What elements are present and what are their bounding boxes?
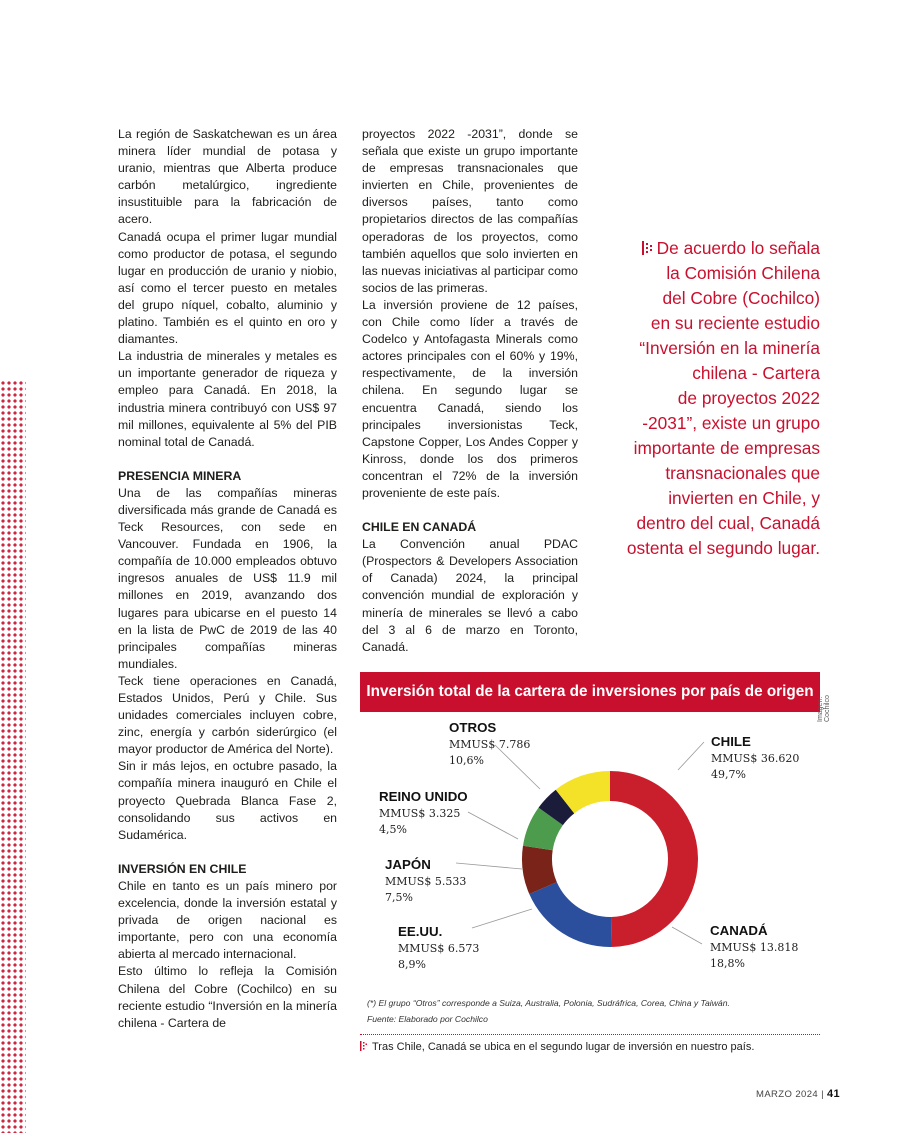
slice-value: 6.573 (447, 942, 480, 955)
label-eeuu (398, 923, 479, 973)
paragraph: Sin ir más lejos, en octubre pasado, la compañía minera inauguró en Chile el proyecto Quebrada Blanca Fase 2, consolidando sus activos en Sudamérica. (118, 759, 337, 842)
unit: MMUS$ (711, 752, 758, 765)
slice-name: CANADÁ (710, 923, 768, 938)
slice-name: CHILE (711, 734, 751, 749)
slice-percent: 8,9% (398, 958, 426, 971)
label-otros (449, 719, 530, 769)
slice-percent: 4,5% (379, 823, 407, 836)
pull-quote-line: invierten en Chile, y (668, 488, 820, 508)
pull-quote-line: transnacionales que (665, 463, 820, 483)
source: Fuente: Elaborado por Cochilco (367, 1014, 488, 1024)
footnote: (*) El grupo “Otros” corresponde a Suiza, Australia, Polonia, Sudráfrica, Corea, China y Taiwán. (367, 998, 730, 1008)
paragraph: Chile en tanto es un país minero por excelencia, donde la inversión estatal y privada de origen nacional es importante, pero con una economía abierta al mercado internacional. (118, 878, 337, 962)
slice-name: OTROS (449, 720, 497, 735)
pull-quote-line: De acuerdo lo señala (656, 238, 820, 258)
halftone-decoration (0, 380, 26, 1133)
label-japon (385, 856, 466, 906)
slice-value: 5.533 (434, 875, 467, 888)
article-column-2 (362, 126, 578, 656)
paragraph: proyectos 2022 -2031”, donde se señala que existe un grupo importante de empresas transnacionales que invierten en Chile, provenientes de diversos países, tanto como propietarios directos de las compañías operadoras de los proyectos, como también aquellos que solo invierten en las nuevas iniciativas al participar como socios de las primeras. (362, 127, 578, 295)
slice-value: 7.786 (498, 738, 531, 751)
paragraph: La inversión proviene de 12 países, con Chile como líder a través de Codelco y Antofagasta Minerals como actores principales con el 60% y 19%, respectivamente, de la inversión chilena. En segundo lugar se encuentra Canadá, siendo los principales inversionistas Teck, Capstone Copper, Los Andes Copper y Kinross, donde los dos primeros concentran el 72% de la inversión proveniente de este país. (362, 297, 578, 500)
section-heading: PRESENCIA MINERA (118, 468, 242, 483)
slice-name: JAPÓN (385, 857, 431, 872)
slice-value: 36.620 (760, 752, 800, 765)
section-heading: CHILE EN CANADÁ (362, 520, 477, 535)
slice-percent: 7,5% (385, 891, 413, 904)
slice-percent: 10,6% (449, 754, 484, 767)
pull-quote-line: “Inversión en la minería (639, 338, 820, 358)
pull-quote (612, 236, 820, 561)
paragraph: La región de Saskatchewan es un área minera líder mundial de potasa y uranio, mientras que Alberta produce carbón metalúrgico, ingrediente insustituible para la fabricación de acero. (118, 127, 337, 227)
slice-name: REINO UNIDO (379, 789, 468, 804)
article-column-1 (118, 126, 337, 1032)
pull-quote-line: en su reciente estudio (650, 313, 820, 333)
donut-slice-chile (610, 771, 698, 947)
slice-percent: 18,8% (710, 957, 745, 970)
unit: MMUS$ (398, 942, 445, 955)
paragraph: La Convención anual PDAC (Prospectors & Developers Association of Canada) 2024, la principal convención mundial de exploración y minería de minerales se llevó a cabo del 3 al 6 de marzo en Toronto, Canadá. (362, 537, 578, 654)
donut-slice-canadá (529, 882, 611, 947)
caption-marker-icon (360, 1041, 368, 1051)
paragraph: Canadá ocupa el primer lugar mundial como productor de potasa, el segundo lugar en producción de uranio y niobio, así como el tercer puesto en metales del grupo níquel, cobalto, aluminio y platino. También es el quinto en oro y diamantes. (118, 229, 337, 347)
caption-text: Tras Chile, Canadá se ubica en el segundo lugar de inversión en nuestro país. (372, 1041, 755, 1053)
label-canada (710, 922, 798, 972)
quote-marker-icon (642, 241, 654, 255)
unit: MMUS$ (449, 738, 496, 751)
chart-note (367, 995, 827, 1027)
slice-percent: 49,7% (711, 768, 746, 781)
slice-value: 3.325 (428, 807, 461, 820)
pull-quote-line: dentro del cual, Canadá (636, 513, 820, 533)
unit: MMUS$ (385, 875, 432, 888)
pull-quote-line: -2031”, existe un grupo (642, 413, 820, 433)
chart-title: Inversión total de la cartera de inversiones por país de origen (360, 672, 820, 712)
pull-quote-line: la Comisión Chilena (666, 263, 820, 283)
pull-quote-line: chilena - Cartera (692, 363, 820, 383)
pull-quote-line: de proyectos 2022 (677, 388, 820, 408)
label-chile (711, 733, 799, 783)
page-number: 41 (827, 1088, 841, 1100)
page-folio: MARZO 2024 | 41 (756, 1088, 841, 1100)
pull-quote-line: del Cobre (Cochilco) (662, 288, 820, 308)
paragraph: Esto último lo refleja la Comisión Chilena del Cobre (Cochilco) en su reciente estudio “Inversión en la minería chilena - Cartera de (118, 964, 337, 1030)
unit: MMUS$ (710, 941, 757, 954)
pull-quote-line: importante de empresas (633, 438, 820, 458)
chart-caption (360, 1041, 754, 1053)
section-heading: INVERSIÓN EN CHILE (118, 861, 247, 876)
slice-value: 13.818 (759, 941, 799, 954)
image-credit: Imagen: Cochilco (817, 695, 831, 722)
paragraph: La industria de minerales y metales es un importante generador de riqueza y empleo para Canadá. En 2018, la industria minera contribuyó con US$ 97 mil millones, equivalente al 5% del PIB nominal total de Canadá. (118, 349, 337, 449)
slice-name: EE.UU. (398, 924, 443, 939)
paragraph: Una de las compañías mineras diversificada más grande de Canadá es Teck Resources, con sede en Vancouver. Fundada en 1906, la compañía de 10.000 empleados obtuvo ingresos anuales de US$ 11.9 mil millones en 2019, avanzando dos lugares para ubicarse en el puesto 14 en la lista de PwC de 2019 de las 40 principales compañías mineras mundiales. (118, 485, 337, 671)
paragraph: Teck tiene operaciones en Canadá, Estados Unidos, Perú y Chile. Sus unidades comerciales incluyen cobre, zinc, energía y carbón siderúrgico (el mayor productor de América del Norte). (118, 673, 337, 757)
label-reino-unido (379, 788, 468, 838)
divider (360, 1034, 820, 1035)
unit: MMUS$ (379, 807, 426, 820)
issue-date: MARZO 2024 (756, 1089, 819, 1100)
pull-quote-line: ostenta el segundo lugar. (626, 538, 820, 558)
